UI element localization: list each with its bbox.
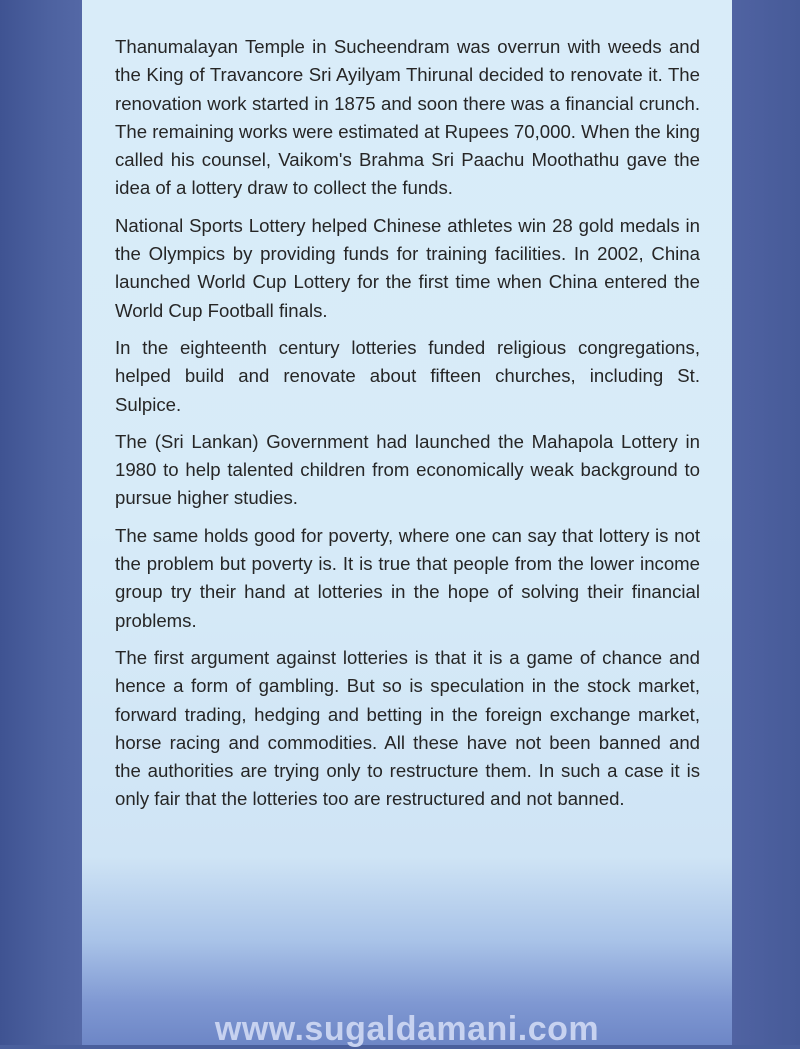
paragraph-temple: Thanumalayan Temple in Sucheendram was overrun with weeds and the King of Travancore Sri Ayilyam Thirunal decided to renovate it. The renovation work started in 1875 and soon there was a financial crunch. The remaining works were estimated at Rupees 70,000. When the king called his counsel, Vaikom's Brahma Sri Paachu Moothathu gave the idea of a lottery draw to collect the funds.: [115, 36, 700, 199]
left-border-band: [0, 0, 82, 1045]
website-url: www.sugaldamani.com: [214, 1010, 600, 1048]
paragraph-sri-lanka: The (Sri Lankan) Government had launched the Mahapola Lottery in 1980 to help talented children from economically weak background to pursue higher studies.: [115, 430, 700, 509]
paragraph-gambling: The first argument against lotteries is that it is a game of chance and hence a form of gambling. But so is speculation in the stock market, forward trading, hedging and betting in the foreign exchange market, horse racing and commodities. All these have not been banned and the authorities are trying only to restructure them. In such a case it is only fair that the lotteries too are restructured and not banned.: [115, 646, 700, 810]
paragraph-churches: In the eighteenth century lotteries funded religious congregations, helped build and renovate about fifteen churches, including St. Sulpice.: [115, 336, 700, 415]
right-border-band: [732, 0, 800, 1045]
paragraph-china: National Sports Lottery helped Chinese athletes win 28 gold medals in the Olympics by providing funds for training facilities. In 2002, China launched World Cup Lottery for the first time when China entered the World Cup Football finals.: [115, 214, 700, 321]
body-text: [115, 33, 700, 823]
paragraph-poverty: The same holds good for poverty, where one can say that lottery is not the problem but poverty is. It is true that people from the lower income group try their hand at lotteries in the hope of solving their financial problems.: [115, 524, 700, 631]
